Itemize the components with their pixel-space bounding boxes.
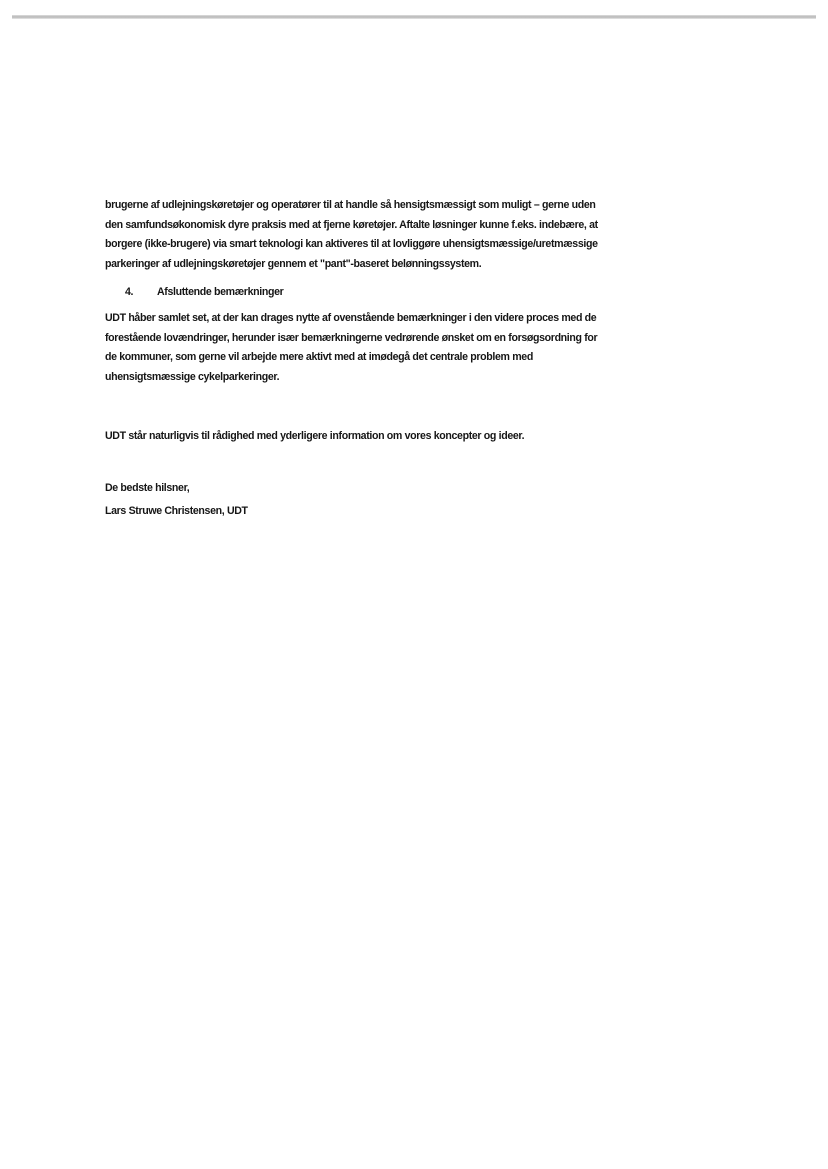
signature bbox=[105, 502, 685, 522]
signature-text: Lars Struwe Christensen, UDT bbox=[105, 505, 248, 517]
section-heading bbox=[105, 283, 685, 301]
paragraph-1-line: parkeringer af udlejningskøretøjer gennem et "pant"-baseret belønningssystem. bbox=[105, 257, 482, 270]
paragraph-3-line: UDT står naturligvis til rådighed med yderligere information om vores koncepter og ideer. bbox=[105, 430, 525, 442]
paragraph-1-line: borgere (ikke-brugere) via smart teknologi kan aktiveres til at lovliggøre uhensigtsmæssige/uretmæssige bbox=[105, 238, 598, 250]
paragraph-1 bbox=[105, 196, 685, 274]
paragraph-1-line: brugerne af udlejningskøretøjer og operatører til at handle så hensigtsmæssigt som muligt – gerne uden bbox=[105, 199, 596, 211]
section-number: 4. bbox=[125, 286, 134, 298]
section-title: Afsluttende bemærkninger bbox=[157, 286, 284, 298]
paragraph-1-line: den samfundsøkonomisk dyre praksis med at fjerne køretøjer. Aftalte løsninger kunne f.eks. indebære, at bbox=[105, 218, 598, 231]
closing-text: De bedste hilsner, bbox=[105, 481, 190, 494]
paragraph-2-line: de kommuner, som gerne vil arbejde mere aktivt med at imødegå det centrale problem med bbox=[105, 351, 533, 363]
scan-edge-artifact bbox=[12, 15, 816, 19]
paragraph-2-line: uhensigtsmæssige cykelparkeringer. bbox=[105, 370, 280, 383]
letter-page bbox=[105, 196, 685, 522]
paragraph-2-line: forestående lovændringer, herunder især bemærkningerne vedrørende ønsket om en forsøgsordning for bbox=[105, 331, 598, 344]
paragraph-3 bbox=[105, 427, 685, 447]
paragraph-2-line: UDT håber samlet set, at der kan drages nytte af ovenstående bemærkninger i den videre proces med de bbox=[105, 312, 597, 324]
paragraph-2 bbox=[105, 309, 685, 387]
closing-greeting bbox=[105, 479, 685, 499]
